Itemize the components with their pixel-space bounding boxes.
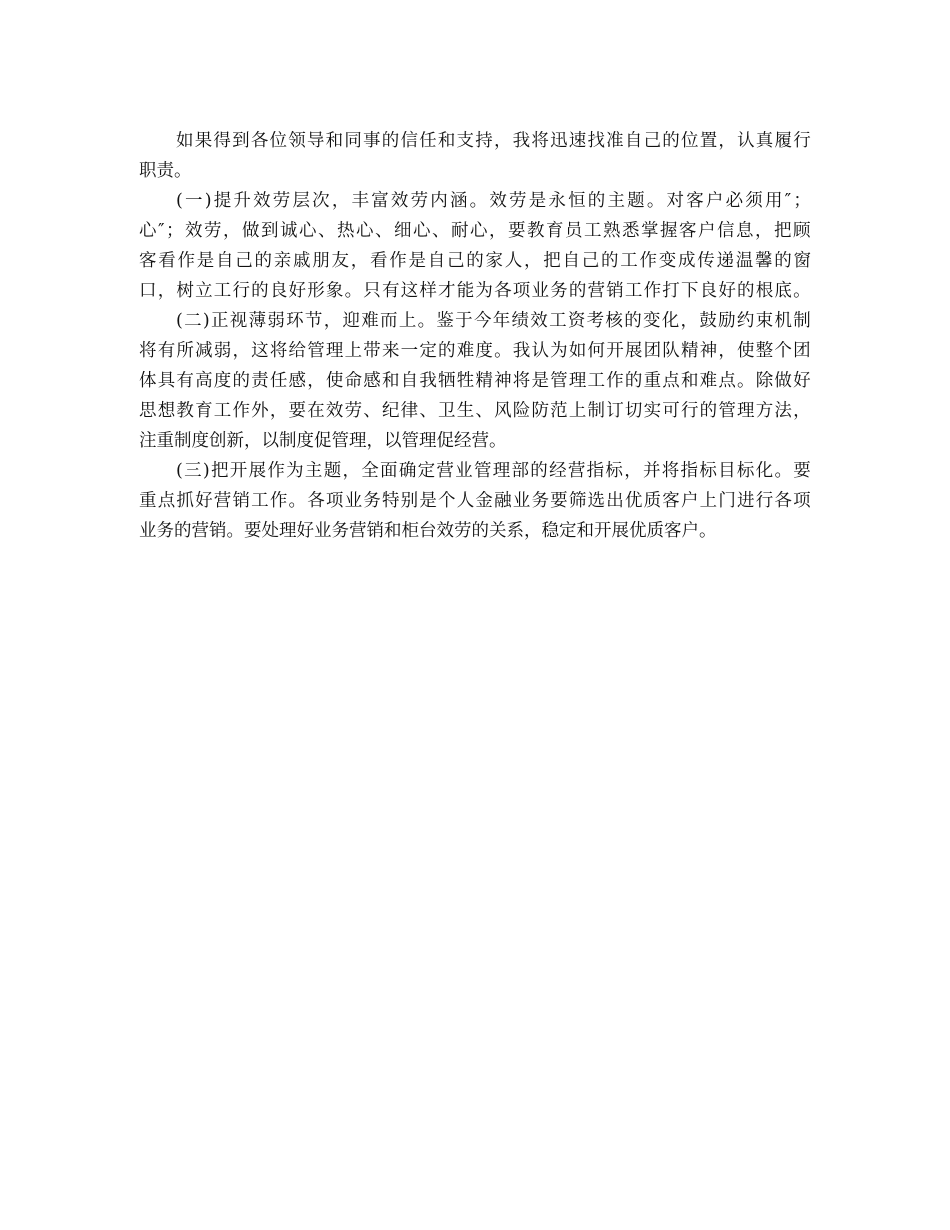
paragraph-3-line-2: 将 有 所 减 弱 ， 这 将 给 管 理 上 带 来 一 定 的 难 度 。 我 认 为 如 何 开 展 团 队 精 神 ， 使 整 个 团 [139, 341, 811, 361]
paragraph-2-line-2: 心 ″ ； 效 劳 ， 做 到 诚 心 、 热 心 、 细 心 、 耐 心 ， 要 教 育 员 工 熟 悉 掌 握 客 户 信 息 ， 把 顾 [139, 221, 811, 241]
paragraph-3-line-4: 思 想 教 育 工 作 外 ， 要 在 效 劳 、 纪 律 、 卫 生 、 风 险 防 范 上 制 订 切 实 可 行 的 管 理 方 法 ， [139, 401, 811, 421]
paragraph-1-line-1: 如 果 得 到 各 位 领 导 和 同 事 的 信 任 和 支 持 ， 我 将 迅 速 找 准 自 己 的 位 置 ， 认 真 履 行 [176, 131, 811, 151]
paragraph-2-line-1: ( 一 ) 提 升 效 劳 层 次 ， 丰 富 效 劳 内 涵 。 效 劳 是 永 恒 的 主 题 。 对 客 户 必 须 用 ″ ； [176, 191, 811, 211]
paragraph-2-line-3: 客 看 作 是 自 己 的 亲 戚 朋 友 ， 看 作 是 自 己 的 家 人 ， 把 自 己 的 工 作 变 成 传 递 温 馨 的 窗 [139, 251, 811, 271]
paragraph-3-line-5: 注重制度创新，以制度促管理，以管理促经营。 [139, 431, 507, 451]
paragraph-4-line-3: 业务的营销。要处理好业务营销和柜台效劳的关系，稳定和开展优质客户。 [139, 521, 717, 541]
paragraph-1-line-2: 职责。 [139, 161, 192, 181]
paragraph-4-line-2: 重 点 抓 好 营 销 工 作 。 各 项 业 务 特 别 是 个 人 金 融 业 务 要 筛 选 出 优 质 客 户 上 门 进 行 各 项 [139, 491, 811, 511]
paragraph-3-line-3: 体 具 有 高 度 的 责 任 感 ， 使 命 感 和 自 我 牺 牲 精 神 将 是 管 理 工 作 的 重 点 和 难 点 。 除 做 好 [139, 371, 811, 391]
paragraph-2-line-4: 口 ， 树 立 工 行 的 良 好 形 象 。 只 有 这 样 才 能 为 各 项 业 务 的 营 销 工 作 打 下 良 好 的 根 底 。 [139, 281, 811, 301]
paragraph-3-line-1: ( 二 ) 正 视 薄 弱 环 节 ， 迎 难 而 上 。 鉴 于 今 年 绩 效 工 资 考 核 的 变 化 ， 鼓 励 约 束 机 制 [176, 311, 811, 331]
paragraph-4-line-1: ( 三 ) 把 开 展 作 为 主 题 ， 全 面 确 定 营 业 管 理 部 的 经 营 指 标 ， 并 将 指 标 目 标 化 。 要 [176, 461, 811, 481]
